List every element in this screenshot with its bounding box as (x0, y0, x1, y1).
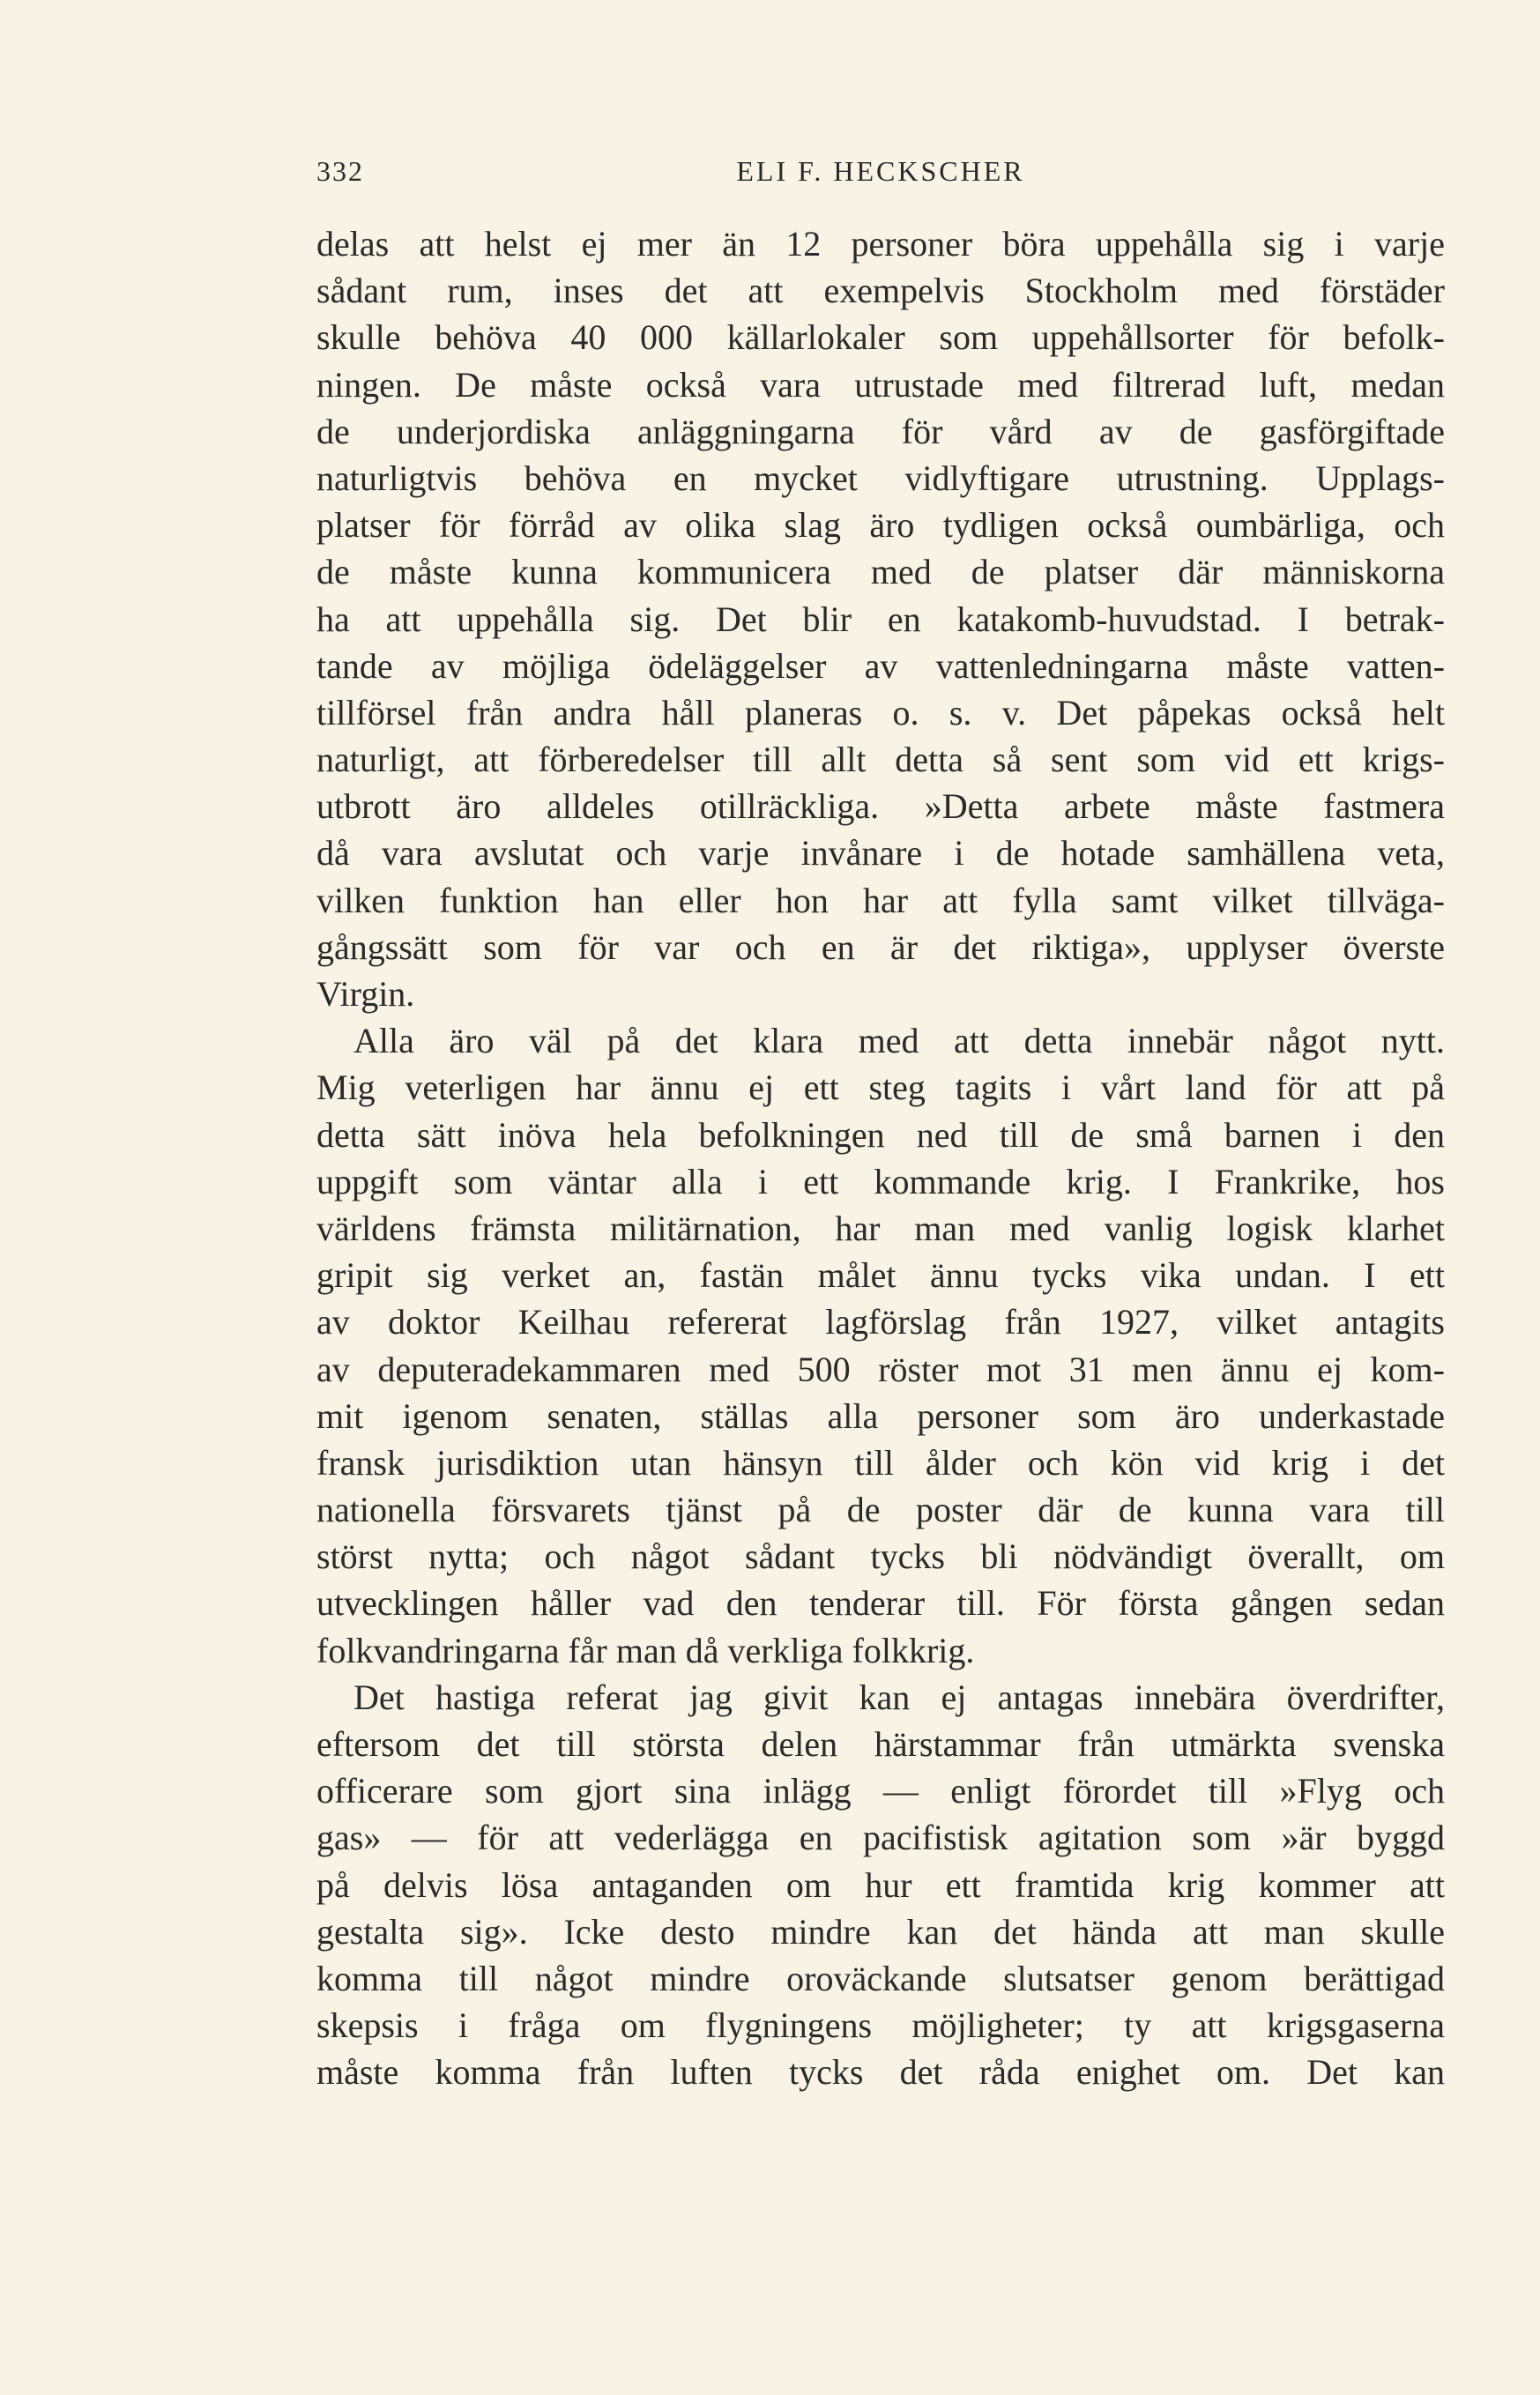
text-line: måste komma från luften tycks det råda enighet om. Det kan (316, 2052, 1445, 2093)
text-line: Virgin. (316, 974, 415, 1014)
text-line: Alla äro väl på det klara med att detta innebär något nytt. (353, 1021, 1445, 1061)
text-line: sådant rum, inses det att exempelvis Stockholm med förstäder (316, 271, 1445, 311)
text-line: fransk jurisdiktion utan hänsyn till ålder och kön vid krig i det (316, 1442, 1445, 1483)
text-line: gångssätt som för var och en är det riktiga», upplyser överste (316, 926, 1445, 967)
running-head: ELI F. HECKSCHER (736, 155, 1025, 187)
body-text (316, 220, 1445, 2096)
text-line: utbrott äro alldeles otillräckliga. »Detta arbete måste fastmera (316, 786, 1445, 827)
page-number: 332 (316, 155, 364, 187)
text-line: av doktor Keilhau refererat lagförslag från 1927, vilket antagits (316, 1302, 1445, 1343)
text-line: gas» — för att vederlägga en pacifistisk agitation som »är byggd (316, 1818, 1445, 1858)
text-line: tillförsel från andra håll planeras o. s. v. Det påpekas också helt (316, 692, 1445, 733)
text-line: tande av möjliga ödeläggelser av vattenledningarna måste vatten- (316, 645, 1445, 686)
text-line: gripit sig verket an, fastän målet ännu tycks vika undan. I ett (316, 1255, 1445, 1296)
text-line: världens främsta militärnation, har man med vanlig logisk klarhet (316, 1208, 1445, 1248)
text-line: då vara avslutat och varje invånare i de hotade samhällena veta, (316, 833, 1445, 874)
text-line: naturligtvis behöva en mycket vidlyftigare utrustning. Upplags- (316, 457, 1445, 498)
text-line: störst nytta; och något sådant tycks bli nödvändigt överallt, om (316, 1536, 1445, 1577)
text-line: de underjordiska anläggningarna för vård av de gasförgiftade (316, 411, 1445, 451)
text-line: platser för förråd av olika slag äro tydligen också oumbärliga, och (316, 505, 1445, 546)
text-line: gestalta sig». Icke desto mindre kan det hända att man skulle (316, 1911, 1445, 1952)
text-line: skulle behöva 40 000 källarlokaler som uppehållsorter för befolk- (316, 317, 1445, 358)
text-line: naturligt, att förberedelser till allt detta så sent som vid ett krigs- (316, 740, 1445, 780)
text-line: de måste kunna kommunicera med de platser där människorna (316, 552, 1445, 592)
text-line: komma till något mindre oroväckande slutsatser genom berättigad (316, 1958, 1445, 1998)
text-line: folkvandringarna får man då verkliga folkkrig. (316, 1630, 975, 1670)
text-line: utvecklingen håller vad den tenderar till. För första gången sedan (316, 1583, 1445, 1624)
text-line: ha att uppehålla sig. Det blir en katakomb-huvudstad. I betrak- (316, 599, 1445, 639)
text-line: eftersom det till största delen härstammar från utmärkta svenska (316, 1724, 1445, 1764)
text-line: uppgift som väntar alla i ett kommande krig. I Frankrike, hos (316, 1161, 1445, 1201)
text-line: på delvis lösa antaganden om hur ett framtida krig kommer att (316, 1864, 1445, 1905)
text-line: av deputeradekammaren med 500 röster mot 31 men ännu ej kom- (316, 1349, 1445, 1389)
text-line: nationella försvarets tjänst på de poster där de kunna vara till (316, 1490, 1445, 1530)
text-line: ningen. De måste också vara utrustade med filtrerad luft, medan (316, 364, 1445, 405)
text-line: mit igenom senaten, ställas alla personer som äro underkastade (316, 1395, 1445, 1436)
text-line: vilken funktion han eller hon har att fylla samt vilket tillväga- (316, 880, 1445, 920)
text-line: officerare som gjort sina inlägg — enligt förordet till »Flyg och (316, 1771, 1445, 1811)
text-line: detta sätt inöva hela befolkningen ned till de små barnen i den (316, 1114, 1445, 1155)
text-line: Mig veterligen har ännu ej ett steg tagits i vårt land för att på (316, 1067, 1445, 1108)
text-line: Det hastiga referat jag givit kan ej antagas innebära överdrifter, (353, 1677, 1445, 1717)
text-line: delas att helst ej mer än 12 personer böra uppehålla sig i varje (316, 224, 1445, 264)
page-header (316, 155, 1445, 199)
text-line: skepsis i fråga om flygningens möjligheter; ty att krigsgaserna (316, 2005, 1445, 2046)
